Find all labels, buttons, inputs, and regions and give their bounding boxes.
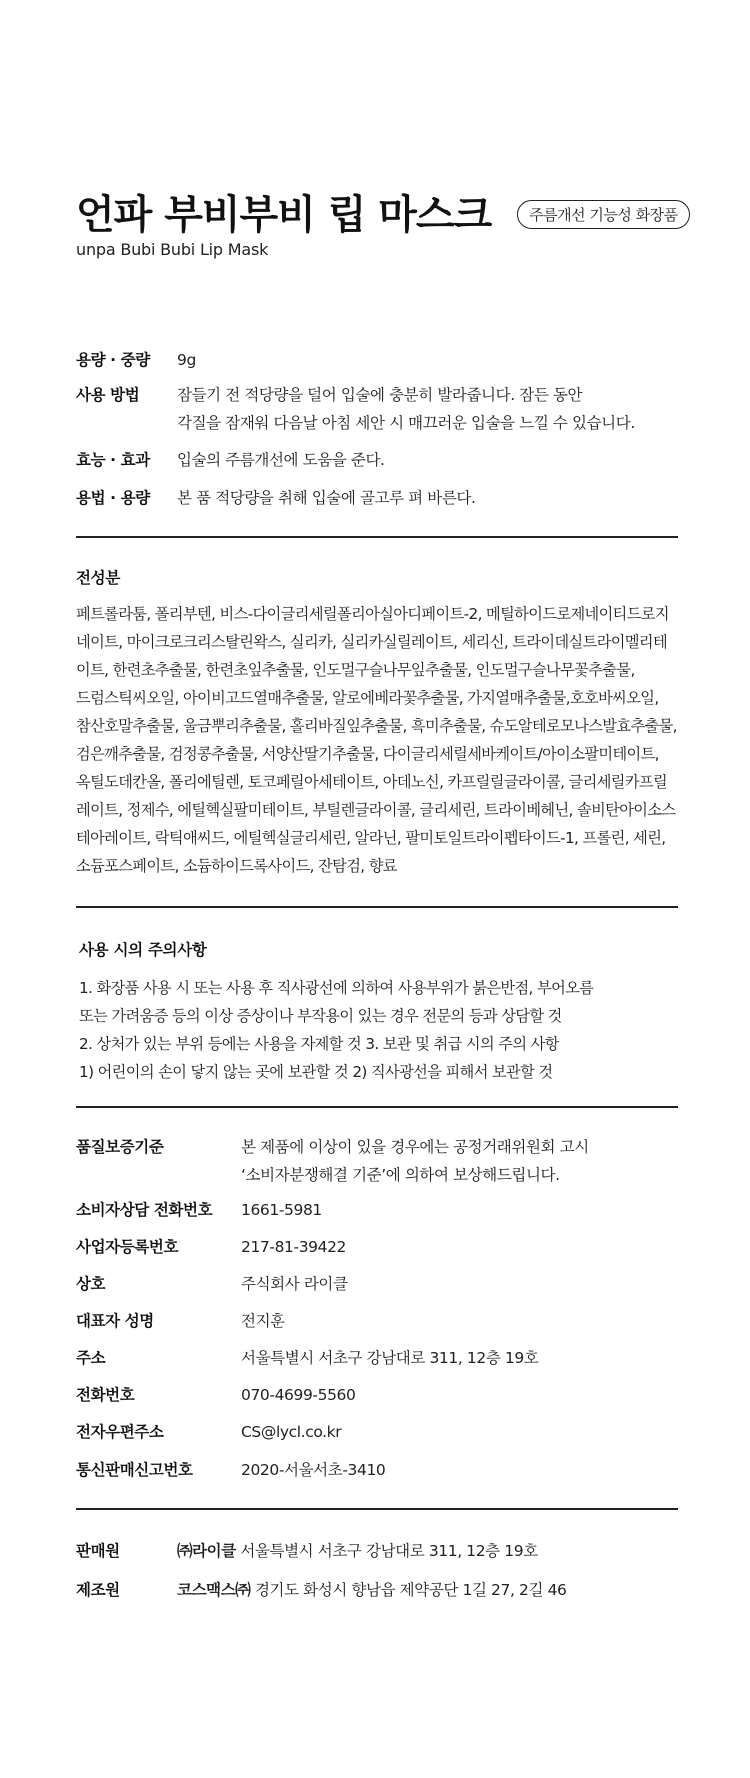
spec-label: 효능 · 효과: [76, 451, 150, 469]
functional-badge: 주름개선 기능성 화장품: [517, 200, 689, 229]
maker-address: 서울특별시 서초구 강남대로 311, 12층 19호: [240, 1542, 538, 1560]
divider: [76, 906, 678, 908]
company-label: 사업자등록번호: [76, 1238, 179, 1256]
ingredients-line: 레이트, 정제수, 에틸헥실팔미테이트, 부틸렌글라이콜, 글리세린, 트라이베헤닌, 솔비탄아이소스: [76, 801, 676, 819]
cautions-line: 또는 가려움증 등의 이상 증상이나 부작용이 있는 경우 전문의 등과 상담할 것: [79, 1007, 562, 1025]
company-label: 주소: [76, 1349, 106, 1367]
maker-label: 판매원: [76, 1542, 120, 1560]
company-value: 217-81-39422: [241, 1238, 347, 1256]
company-value: CS@lycl.co.kr: [241, 1423, 342, 1441]
company-row-ceo: [76, 1307, 285, 1335]
cautions-heading: 사용 시의 주의사항: [79, 941, 207, 959]
product-subtitle: unpa Bubi Bubi Lip Mask: [76, 240, 269, 259]
company-value-line: 본 제품에 이상이 있을 경우에는 공정거래위원회 고시: [241, 1138, 589, 1156]
ingredients-line: 참산호말추출물, 울금뿌리추출물, 홀리바질잎추출물, 흑미추출물, 슈도알테로모나스발효추출물,: [76, 717, 677, 735]
company-value: 주식회사 라이클: [241, 1275, 348, 1293]
company-row-phone-cs: [76, 1196, 322, 1224]
cautions-line: 1. 화장품 사용 시 또는 사용 후 직사광선에 의하여 사용부위가 붉은반점, 부어오름: [79, 979, 594, 997]
cautions-text: [79, 974, 593, 1086]
title-block: [76, 183, 690, 240]
spec-label: 사용 방법: [76, 386, 140, 404]
company-row-phone: [76, 1381, 355, 1409]
ingredients-line: 옥틸도데칸올, 폴리에틸렌, 토코페릴아세테이트, 아데노신, 카프릴릴글라이콜, 글리세릴카프릴: [76, 773, 668, 791]
spec-value: 9g: [177, 351, 196, 369]
maker-row-seller: [76, 1537, 538, 1565]
company-value-line: ‘소비자분쟁해결 기준’에 의하여 보상해드립니다.: [241, 1166, 560, 1184]
company-value: [241, 1133, 589, 1189]
maker-name: 코스맥스㈜: [177, 1581, 251, 1599]
company-value: 1661-5981: [241, 1201, 322, 1219]
divider: [76, 1508, 678, 1510]
maker-address: 경기도 화성시 향남읍 제약공단 1길 27, 2길 46: [254, 1581, 567, 1599]
company-value: 전지훈: [241, 1312, 285, 1330]
product-title: 언파 부비부비 립 마스크: [76, 192, 492, 238]
spec-value-line: 각질을 잠재워 다음날 아침 세안 시 매끄러운 입술을 느낄 수 있습니다.: [177, 414, 635, 432]
cautions-line: 1) 어린이의 손이 닿지 않는 곳에 보관할 것 2) 직사광선을 피해서 보관할 것: [79, 1063, 553, 1081]
ingredients-line: 소듐포스페이트, 소듐하이드록사이드, 잔탐검, 향료: [76, 857, 397, 875]
ingredients-line: 이트, 한련초추출물, 한련초잎추출물, 인도멀구슬나무잎추출물, 인도멀구슬나무꽃추출물,: [76, 661, 635, 679]
company-row-address: [76, 1344, 538, 1372]
company-value: 2020-서울서초-3410: [241, 1461, 386, 1479]
ingredients-heading: 전성분: [76, 569, 121, 587]
maker-name: ㈜라이클: [177, 1542, 236, 1560]
cautions-line: 2. 상처가 있는 부위 등에는 사용을 자제할 것 3. 보관 및 취급 시의 주의 사항: [79, 1035, 559, 1053]
divider: [76, 536, 678, 538]
divider: [76, 1106, 678, 1108]
spec-value-line: 잠들기 전 적당량을 덜어 입술에 충분히 발라줍니다. 잠든 동안: [177, 386, 583, 404]
company-label: 통신판매신고번호: [76, 1461, 193, 1479]
ingredients-text: [76, 600, 677, 880]
spec-label: 용량 · 중량: [76, 351, 150, 369]
maker-value: [177, 1576, 567, 1604]
maker-row-manufacturer: [76, 1576, 567, 1604]
company-row-email: [76, 1418, 341, 1446]
company-label: 전자우편주소: [76, 1423, 164, 1441]
maker-value: [177, 1537, 538, 1565]
ingredients-line: 테아레이트, 락틱애씨드, 에틸헥실글리세린, 알라닌, 팔미토일트라이펩타이드-1, 프롤린, 세린,: [76, 829, 666, 847]
spec-value: 본 품 적당량을 취해 입술에 골고루 펴 바른다.: [177, 489, 476, 507]
company-label: 대표자 성명: [76, 1312, 154, 1330]
company-row-bizno: [76, 1233, 346, 1261]
company-row-quality: [76, 1133, 589, 1189]
maker-label: 제조원: [76, 1581, 120, 1599]
spec-row-dosage: [76, 484, 476, 512]
spec-row-efficacy: [76, 446, 385, 474]
spec-row-usage: [76, 381, 635, 437]
company-label: 상호: [76, 1275, 106, 1293]
spec-value: [177, 381, 635, 437]
company-value: 서울특별시 서초구 강남대로 311, 12층 19호: [241, 1349, 539, 1367]
ingredients-line: 드럼스틱씨오일, 아이비고드열매추출물, 알로에베라꽃추출물, 가지열매추출물,호호바씨오일,: [76, 689, 659, 707]
ingredients-line: 검은깨추출물, 검정콩추출물, 서양산딸기추출물, 다이글리세릴세바케이트/아이소팔미테이트,: [76, 745, 659, 763]
company-label: 품질보증기준: [76, 1138, 164, 1156]
company-row-ecommerce: [76, 1456, 385, 1484]
company-value: 070-4699-5560: [241, 1386, 356, 1404]
company-row-name: [76, 1270, 348, 1298]
company-label: 전화번호: [76, 1386, 135, 1404]
spec-value: 입술의 주름개선에 도움을 준다.: [177, 451, 385, 469]
spec-row-volume: [76, 346, 196, 374]
company-label: 소비자상담 전화번호: [76, 1201, 213, 1219]
spec-label: 용법 · 용량: [76, 489, 150, 507]
ingredients-line: 네이트, 마이크로크리스탈린왁스, 실리카, 실리카실릴레이트, 세리신, 트라이데실트라이멜리테: [76, 633, 668, 651]
ingredients-line: 페트롤라툼, 폴리부텐, 비스-다이글리세릴폴리아실아디페이트-2, 메틸하이드로제네이티드로지: [76, 605, 669, 623]
